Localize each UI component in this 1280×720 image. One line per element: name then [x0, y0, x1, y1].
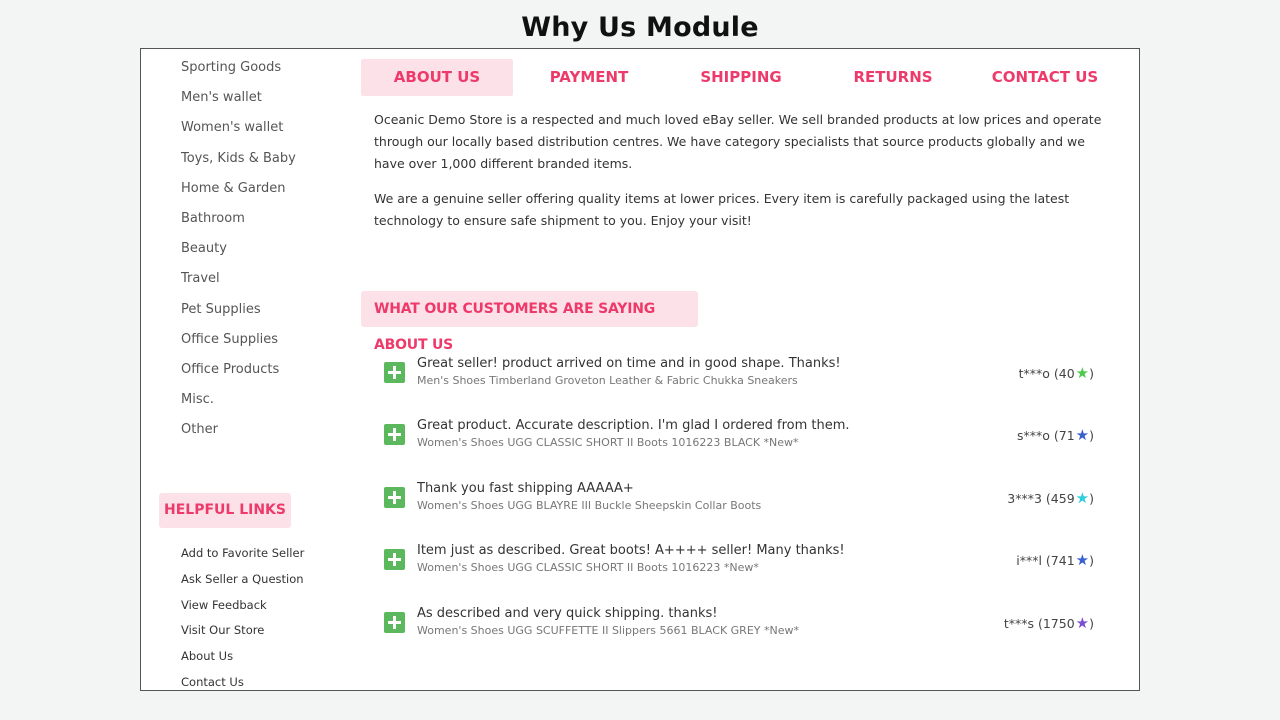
category-item[interactable]: Pet Supplies — [181, 301, 261, 317]
review-text — [417, 605, 977, 639]
review-row — [384, 355, 1104, 417]
review-comment: Item just as described. Great boots! A++++ seller! Many thanks! — [417, 543, 845, 559]
category-item[interactable]: Toys, Kids & Baby — [181, 150, 296, 166]
helpful-links-heading: HELPFUL LINKS — [159, 493, 291, 528]
review-user — [1017, 426, 1094, 444]
review-row — [384, 480, 1104, 542]
plus-icon[interactable] — [384, 549, 405, 570]
category-item[interactable]: Home & Garden — [181, 180, 286, 196]
review-row — [384, 542, 1104, 604]
about-us-content — [374, 109, 1114, 245]
plus-icon[interactable] — [384, 424, 405, 445]
review-item-title: Women's Shoes UGG CLASSIC SHORT II Boots 1016223 BLACK *New* — [417, 436, 799, 450]
category-list — [181, 57, 296, 449]
star-icon: ★ — [1075, 613, 1090, 632]
tab-shipping[interactable]: SHIPPING — [700, 68, 782, 86]
review-user — [1019, 364, 1094, 382]
helpful-link[interactable]: Visit Our Store — [181, 623, 265, 638]
review-user — [1016, 551, 1094, 569]
review-item-title: Women's Shoes UGG BLAYRE III Buckle Sheepskin Collar Boots — [417, 498, 762, 512]
review-item-title: Men's Shoes Timberland Groveton Leather & Fabric Chukka Sneakers — [417, 374, 798, 387]
review-text — [417, 355, 977, 389]
store-module-frame — [140, 48, 1140, 691]
sidebar — [141, 49, 351, 690]
close-paren: ) — [1089, 366, 1094, 381]
tab-about-us[interactable]: ABOUT US — [361, 59, 513, 96]
tab-returns[interactable]: RETURNS — [853, 68, 933, 86]
star-icon: ★ — [1075, 426, 1090, 445]
close-paren: ) — [1089, 553, 1094, 569]
helpful-link[interactable]: Add to Favorite Seller — [181, 546, 305, 560]
star-icon: ★ — [1075, 488, 1090, 507]
category-item[interactable]: Bathroom — [181, 210, 245, 226]
review-row — [384, 417, 1104, 479]
reviews-list — [384, 355, 1104, 667]
review-text — [417, 542, 977, 576]
about-paragraph: We are a genuine seller offering quality items at lower prices. Every item is carefully packaged using the latest technology to ensure safe shipment to you. Enjoy your visit! — [374, 191, 1070, 228]
review-text — [417, 480, 977, 514]
review-comment: Great product. Accurate description. I'm glad I ordered from them. — [417, 418, 850, 434]
category-item[interactable]: Other — [181, 422, 218, 438]
close-paren: ) — [1089, 428, 1094, 444]
review-user — [1007, 489, 1094, 507]
review-text — [417, 417, 977, 451]
review-row — [384, 605, 1104, 667]
reviews-heading: WHAT OUR CUSTOMERS ARE SAYING ABOUT US — [361, 291, 698, 327]
star-icon: ★ — [1075, 364, 1090, 382]
review-item-title: Women's Shoes UGG CLASSIC SHORT II Boots 1016223 *New* — [417, 561, 759, 575]
category-item[interactable]: Women's wallet — [181, 120, 284, 136]
plus-icon[interactable] — [384, 362, 405, 383]
close-paren: ) — [1089, 615, 1094, 631]
category-item[interactable]: Men's wallet — [181, 90, 262, 106]
review-comment: As described and very quick shipping. thanks! — [417, 605, 718, 621]
helpful-link[interactable]: Contact Us — [181, 674, 244, 689]
category-item[interactable]: Beauty — [181, 241, 227, 257]
star-icon: ★ — [1075, 551, 1090, 570]
review-comment: Thank you fast shipping AAAAA+ — [417, 480, 634, 496]
category-item[interactable]: Office Supplies — [181, 331, 279, 347]
category-item[interactable]: Sporting Goods — [181, 60, 282, 75]
plus-icon[interactable] — [384, 612, 405, 633]
about-paragraph: Oceanic Demo Store is a respected and much loved eBay seller. We sell branded products at low prices and operate through our locally based distribution centres. We have category specialists that source products globally and we have over 1,000 different branded items. — [374, 112, 1102, 171]
review-comment: Great seller! product arrived on time and in good shape. Thanks! — [417, 356, 841, 371]
review-username: i***l (741 — [1016, 553, 1075, 569]
category-item[interactable]: Travel — [181, 271, 220, 287]
category-item[interactable]: Office Products — [181, 361, 280, 377]
review-username: s***o (71 — [1016, 428, 1075, 444]
page-title: Why Us Module — [521, 12, 759, 43]
category-item[interactable]: Misc. — [181, 392, 214, 408]
plus-icon[interactable] — [384, 487, 405, 508]
close-paren: ) — [1089, 490, 1094, 506]
review-username: 3***3 (459 — [1007, 490, 1075, 506]
helpful-link[interactable]: Ask Seller a Question — [181, 571, 304, 586]
review-user — [1004, 614, 1094, 632]
tab-payment[interactable]: PAYMENT — [549, 68, 629, 86]
tab-contact-us[interactable]: CONTACT US — [991, 68, 1099, 86]
review-username: t***o (40 — [1018, 366, 1075, 381]
helpful-link[interactable]: About Us — [181, 649, 234, 664]
review-username: t***s (1750 — [1003, 615, 1075, 631]
info-tabs — [361, 59, 1121, 96]
helpful-links-list — [181, 543, 304, 691]
helpful-link[interactable]: View Feedback — [181, 597, 267, 612]
review-item-title: Women's Shoes UGG SCUFFETTE II Slippers 5661 BLACK GREY *New* — [417, 623, 799, 637]
